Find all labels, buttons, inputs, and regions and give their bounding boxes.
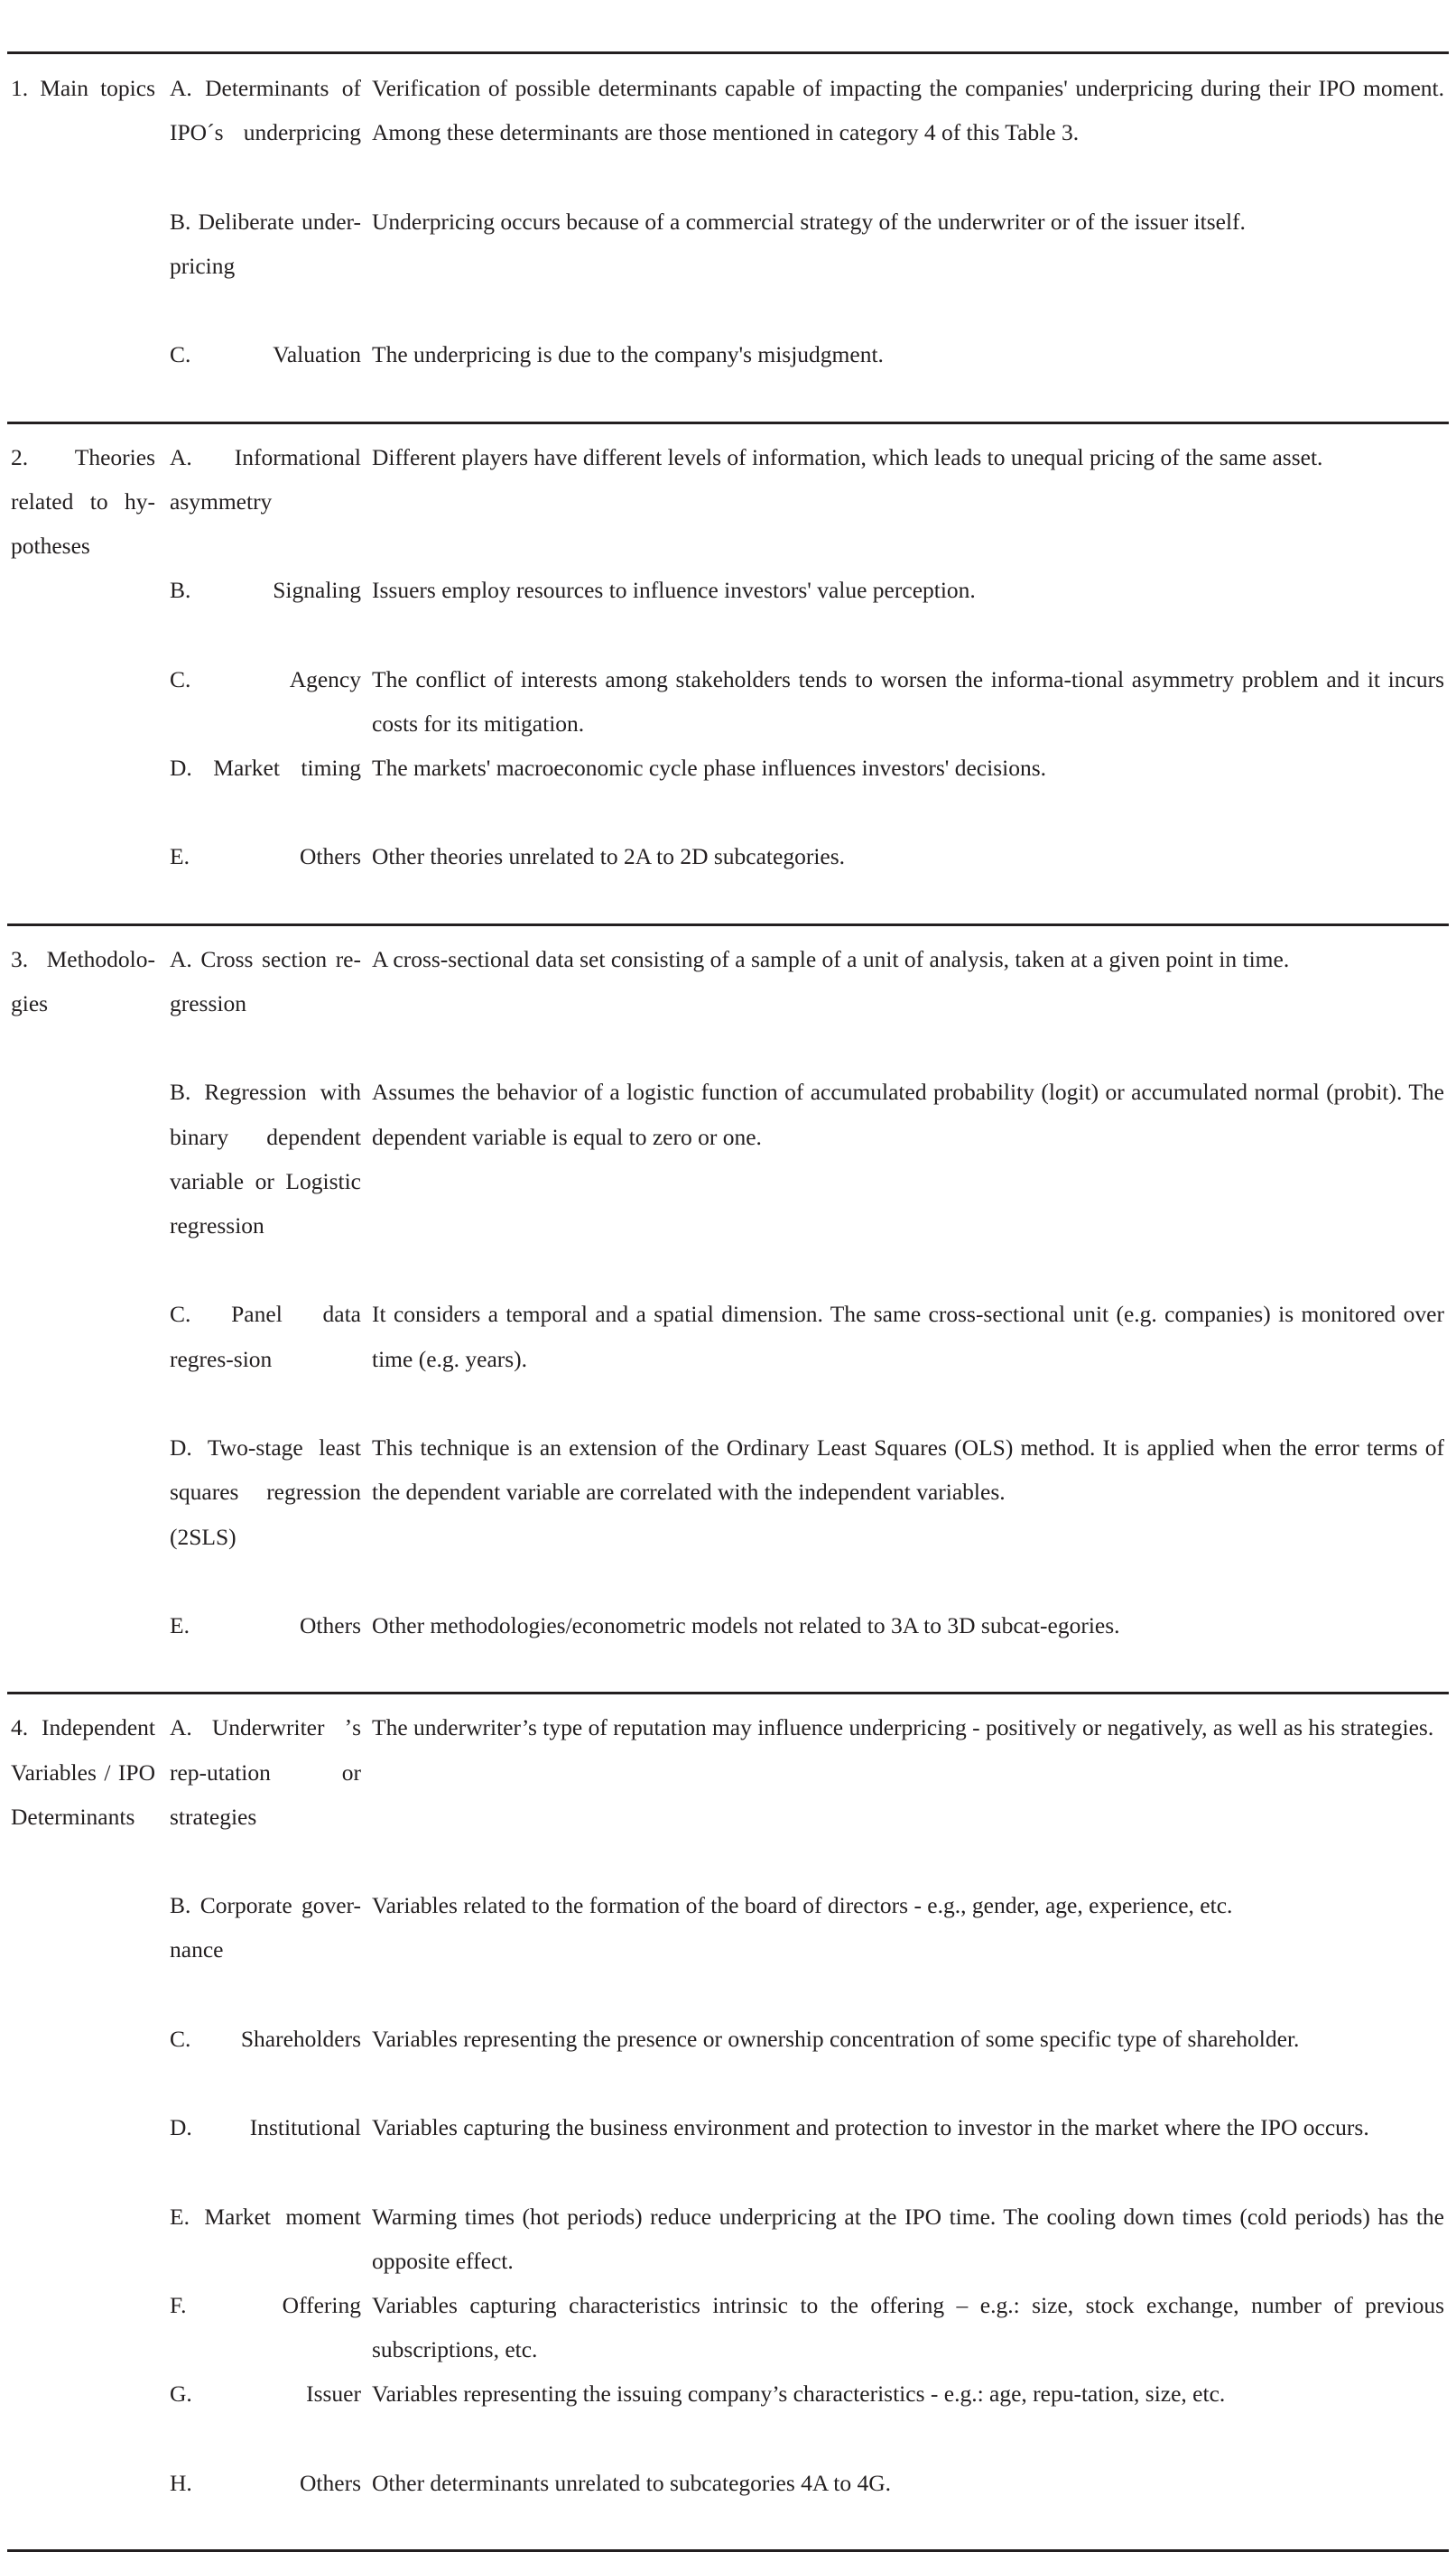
cell-description [372, 200, 1456, 333]
category-text: 1. Main topics [11, 75, 155, 101]
cell-subcategory [162, 746, 372, 834]
subcategory-text: B. Regression with binary dependent variable or Logistic regression [170, 1079, 361, 1239]
cell-subcategory [162, 657, 372, 746]
table-row [0, 937, 1456, 1071]
table-row [0, 2371, 1456, 2460]
table-row [0, 834, 1456, 923]
cell-description [372, 937, 1456, 1071]
cell-description [372, 435, 1456, 569]
description-text: A cross-sectional data set consisting of a sample of a unit of analysis, taken at a given point in time. [372, 945, 1290, 972]
cell-description [372, 2105, 1456, 2194]
cell-subcategory [162, 2371, 372, 2460]
column-header-categories [11, 0, 149, 5]
cell-subcategory [162, 2461, 372, 2549]
column-header-subcategories [227, 0, 412, 5]
table-row [0, 657, 1456, 746]
description-text: Variables capturing the business environment and protection to investor in the market where the IPO occurs. [372, 2114, 1369, 2141]
cell-description [372, 746, 1456, 834]
section-spacer [0, 926, 1456, 937]
cell-subcategory [162, 1603, 372, 1692]
cell-description [372, 1883, 1456, 2017]
subcategory-text: B. Signaling [170, 577, 361, 604]
cell-description [372, 2017, 1456, 2105]
cell-description [372, 657, 1456, 746]
cell-description [372, 1070, 1456, 1292]
description-text: The underwriter’s type of reputation may influence underpricing - positively or negatively, as well as his strategies. [372, 1714, 1434, 1741]
section-spacer [0, 424, 1456, 435]
cell-category [0, 66, 162, 422]
description-text: Variables representing the issuing company’s characteristics - e.g.: age, repu-tation, size, etc. [372, 2380, 1226, 2408]
cell-description [372, 1705, 1456, 1883]
table-row [0, 2105, 1456, 2194]
cell-subcategory [162, 1070, 372, 1292]
subcategory-text: A. Underwriter ʼs rep-utation or strategies [170, 1714, 361, 1830]
cell-subcategory [162, 937, 372, 1071]
column-header-description [898, 0, 1045, 5]
cell-subcategory [162, 332, 372, 421]
subcategory-text: B. Deliberate under-pricing [170, 208, 361, 279]
cell-subcategory [162, 435, 372, 569]
cell-subcategory [162, 200, 372, 333]
description-text: Variables representing the presence or ownership concentration of some specific type of shareholder. [372, 2025, 1300, 2052]
subcategory-text: A. Determinants of IPO´s underpricing [170, 75, 361, 146]
cell-category [0, 1705, 162, 2549]
subcategory-text: D. Two-stage least squares regression (2SLS) [170, 1434, 361, 1550]
table-row [0, 746, 1456, 834]
table-row [0, 1070, 1456, 1292]
description-text: Other theories unrelated to 2A to 2D subcategories. [372, 843, 846, 870]
subcategory-text: C. Agency [170, 665, 361, 692]
cell-category [0, 937, 162, 1692]
subcategory-text: E. Others [170, 1611, 361, 1638]
cell-subcategory [162, 834, 372, 923]
subcategory-text: E. Others [170, 843, 361, 870]
section-spacer [0, 1694, 1456, 1705]
table-row [0, 2283, 1456, 2371]
table-row [0, 1603, 1456, 1692]
table-header-row [0, 0, 1456, 13]
cell-description [372, 2461, 1456, 2549]
subcategory-text: H. Others [170, 2469, 361, 2496]
description-text: Underpricing occurs because of a commercial strategy of the underwriter or of the issuer itself. [372, 208, 1246, 235]
cell-description [372, 66, 1456, 200]
subcategory-text: E. Market moment [170, 2203, 361, 2230]
subcategory-text: C. Valuation [170, 341, 361, 368]
cell-subcategory [162, 2105, 372, 2194]
description-text: It considers a temporal and a spatial dimension. The same cross-sectional unit (e.g. companies) is monitored over time (e.g. years). [372, 1301, 1444, 1372]
cell-subcategory [162, 2017, 372, 2105]
table-row [0, 1425, 1456, 1603]
subcategory-text: A. Informational asymmetry [170, 443, 361, 515]
cell-subcategory [162, 2283, 372, 2371]
subcategory-text: F. Offering [170, 2291, 361, 2318]
description-text: Different players have different levels of information, which leads to unequal pricing of the same asset. [372, 443, 1323, 470]
table-row [0, 1705, 1456, 1883]
description-text: Other determinants unrelated to subcategories 4A to 4G. [372, 2469, 892, 2496]
description-text: This technique is an extension of the Ordinary Least Squares (OLS) method. It is applied when the error terms of the dependent variable are correlated with the independent variables. [372, 1434, 1444, 1506]
cell-description [372, 332, 1456, 421]
cell-description [372, 1603, 1456, 1692]
description-text: Variables related to the formation of the board of directors - e.g., gender, age, experience, etc. [372, 1892, 1233, 1919]
header-divider-rule [7, 51, 1449, 54]
category-text: 4. Independent Variables / IPO Determinants [11, 1714, 155, 1830]
cell-description [372, 2371, 1456, 2460]
description-text: Warming times (hot periods) reduce underpricing at the IPO time. The cooling down times (cold periods) has the opposite effect. [372, 2203, 1444, 2274]
subcategory-text: C. Shareholders [170, 2025, 361, 2052]
cell-description [372, 2283, 1456, 2371]
cell-description [372, 834, 1456, 923]
category-text: 2. Theories related to hy-potheses [11, 443, 155, 560]
categories-table [0, 55, 1456, 2552]
subcategory-text: A. Cross section re-gression [170, 945, 361, 1017]
section-spacer [0, 55, 1456, 66]
table-row [0, 66, 1456, 200]
cell-subcategory [162, 1883, 372, 2017]
cell-subcategory [162, 1292, 372, 1425]
table-row [0, 2195, 1456, 2283]
category-text: 3. Methodolo-gies [11, 945, 155, 1017]
description-text: Verification of possible determinants capable of impacting the companies' underpricing during their IPO moment. Among these determinants are those mentioned in category 4 of this Table 3. [372, 75, 1444, 146]
cell-description [372, 2195, 1456, 2283]
table-row [0, 2017, 1456, 2105]
cell-subcategory [162, 2195, 372, 2283]
table-body [0, 55, 1456, 2552]
cell-subcategory [162, 1705, 372, 1883]
cell-category [0, 435, 162, 923]
cell-subcategory [162, 66, 372, 200]
cell-subcategory [162, 1425, 372, 1603]
description-text: The underpricing is due to the company's misjudgment. [372, 341, 884, 368]
description-text: Assumes the behavior of a logistic function of accumulated probability (logit) or accumulated normal (probit). The dependent variable is equal to zero or one. [372, 1079, 1444, 1150]
cell-description [372, 1425, 1456, 1603]
subcategory-text: G. Issuer [170, 2380, 361, 2408]
subcategory-text: D. Market timing [170, 755, 361, 782]
description-text: The conflict of interests among stakeholders tends to worsen the informa-tional asymmetry problem and it incurs costs for its mitigation. [372, 665, 1444, 737]
table-row [0, 435, 1456, 569]
description-text: Issuers employ resources to influence investors' value perception. [372, 577, 976, 604]
table-row [0, 200, 1456, 333]
subcategory-text: B. Corporate gover-nance [170, 1892, 361, 1963]
subcategory-text: D. Institutional [170, 2114, 361, 2141]
table-row [0, 568, 1456, 656]
table-row [0, 1292, 1456, 1425]
table-row [0, 2461, 1456, 2549]
description-text: Other methodologies/econometric models not related to 3A to 3D subcat-egories. [372, 1611, 1120, 1638]
cell-description [372, 568, 1456, 656]
subcategory-text: C. Panel data regres-sion [170, 1301, 361, 1372]
description-text: Variables capturing characteristics intrinsic to the offering – e.g.: size, stock exchange, number of previous subscriptions, etc. [372, 2291, 1444, 2363]
table-row [0, 1883, 1456, 2017]
cell-description [372, 1292, 1456, 1425]
cell-subcategory [162, 568, 372, 656]
table-row [0, 332, 1456, 421]
description-text: The markets' macroeconomic cycle phase influences investors' decisions. [372, 755, 1047, 782]
